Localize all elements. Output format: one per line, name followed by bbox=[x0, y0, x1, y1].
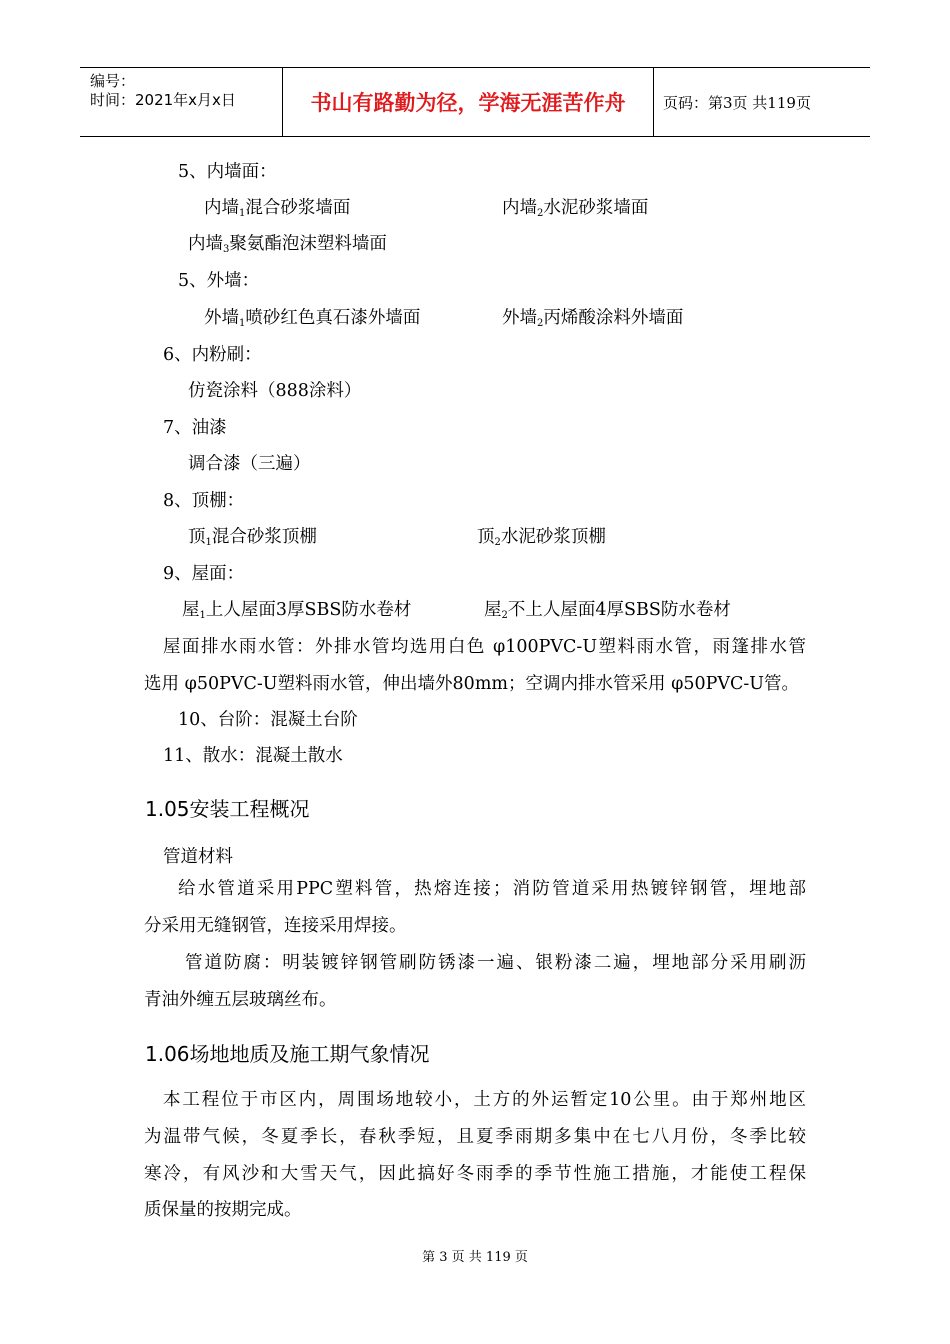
site-paragraph bbox=[144, 1119, 806, 1229]
drain-line-1: 屋面排水雨水管：外排水管均选用白色 φ100PVC-U塑料雨水管，雨篷排水管 bbox=[163, 637, 806, 657]
header-meta-cell bbox=[80, 68, 282, 136]
ceiling-title: 8、顶棚： bbox=[163, 491, 245, 511]
apron-item: 11、散水：混凝土散水 bbox=[163, 746, 343, 766]
header-motto: 书山有路勤为径，学海无涯苦作舟 bbox=[310, 91, 626, 115]
drain-line-2: 选用 φ50PVC-U塑料雨水管，伸出墙外80mm；空调内排水管采用 φ50PVC-U管。 bbox=[144, 674, 800, 694]
pipe-paragraph-1 bbox=[178, 871, 806, 908]
pipe-material-subtitle: 管道材料 bbox=[163, 847, 233, 867]
site-line-1: 本工程位于市区内，周围场地较小，土方的外运暂定10公里。由于郑州地区 bbox=[163, 1090, 806, 1110]
pipe-p1-line-2: 分采用无缝钢管，连接采用焊接。 bbox=[144, 916, 407, 936]
inner-wall-3: 内墙$_3$聚氨酯泡沫塑料墙面 bbox=[188, 234, 387, 255]
step-item: 10、台阶：混凝土台阶 bbox=[178, 710, 358, 730]
ceiling-1: 顶$_1$混合砂浆顶棚 bbox=[188, 527, 317, 548]
header-date-label: 时间：2021年x月x日 bbox=[90, 91, 236, 109]
drain-paragraph bbox=[163, 629, 806, 666]
pipe-paragraph-2-cont bbox=[144, 982, 806, 1019]
paint-item: 调合漆（三遍） bbox=[188, 454, 311, 474]
section-106-title: 1.06场地地质及施工期气象情况 bbox=[145, 1042, 430, 1066]
pipe-p2-line-1: 管道防腐：明装镀锌钢管刷防锈漆一遍、银粉漆二遍，埋地部分采用刷沥 bbox=[185, 953, 806, 973]
inner-wall-title: 5、内墙面： bbox=[178, 162, 277, 182]
roof-1: 屋$_1$上人屋面3厚SBS防水卷材 bbox=[182, 600, 412, 621]
pipe-paragraph-1-cont bbox=[144, 908, 806, 945]
roof-title: 9、屋面： bbox=[163, 564, 245, 584]
pipe-paragraph-2 bbox=[185, 945, 806, 982]
paint-title: 7、油漆 bbox=[163, 418, 227, 438]
site-paragraph-first bbox=[163, 1082, 806, 1119]
site-line-2: 为温带气候，冬夏季长，春秋季短，且夏季雨期多集中在七八月份，冬季比较 bbox=[144, 1127, 806, 1147]
inner-wall-1: 内墙$_1$混合砂浆墙面 bbox=[204, 198, 351, 219]
pipe-p2-line-2: 青油外缠五层玻璃丝布。 bbox=[144, 990, 337, 1010]
outer-wall-1: 外墙$_1$喷砂红色真石漆外墙面 bbox=[204, 308, 421, 329]
inner-wall-2: 内墙$_2$水泥砂浆墙面 bbox=[502, 198, 649, 219]
site-line-3: 寒冷，有风沙和大雪天气，因此搞好冬雨季的季节性施工措施，才能使工程保 bbox=[144, 1163, 806, 1184]
header-page-info: 页码：第3页 共119页 bbox=[663, 93, 811, 112]
page-footer: 第 3 页 共 119 页 bbox=[422, 1250, 528, 1265]
drain-paragraph-cont bbox=[144, 666, 806, 703]
site-line-4: 质保量的按期完成。 bbox=[144, 1200, 302, 1221]
pipe-p1-line-1: 给水管道采用PPC塑料管，热熔连接；消防管道采用热镀锌钢管，埋地部 bbox=[178, 879, 806, 899]
header-motto-cell bbox=[282, 68, 654, 136]
header-number-label: 编号： bbox=[90, 72, 136, 90]
plaster-title: 6、内粉刷： bbox=[163, 345, 262, 365]
ceiling-2: 顶$_2$水泥砂浆顶棚 bbox=[477, 527, 606, 548]
outer-wall-2: 外墙$_2$丙烯酸涂料外墙面 bbox=[502, 308, 684, 329]
document-header bbox=[80, 67, 870, 137]
plaster-item: 仿瓷涂料（888涂料） bbox=[188, 381, 362, 401]
outer-wall-title: 5、外墙： bbox=[178, 271, 260, 291]
section-105-title: 1.05安装工程概况 bbox=[145, 797, 310, 821]
roof-2: 屋$_2$不上人屋面4厚SBS防水卷材 bbox=[484, 600, 731, 621]
